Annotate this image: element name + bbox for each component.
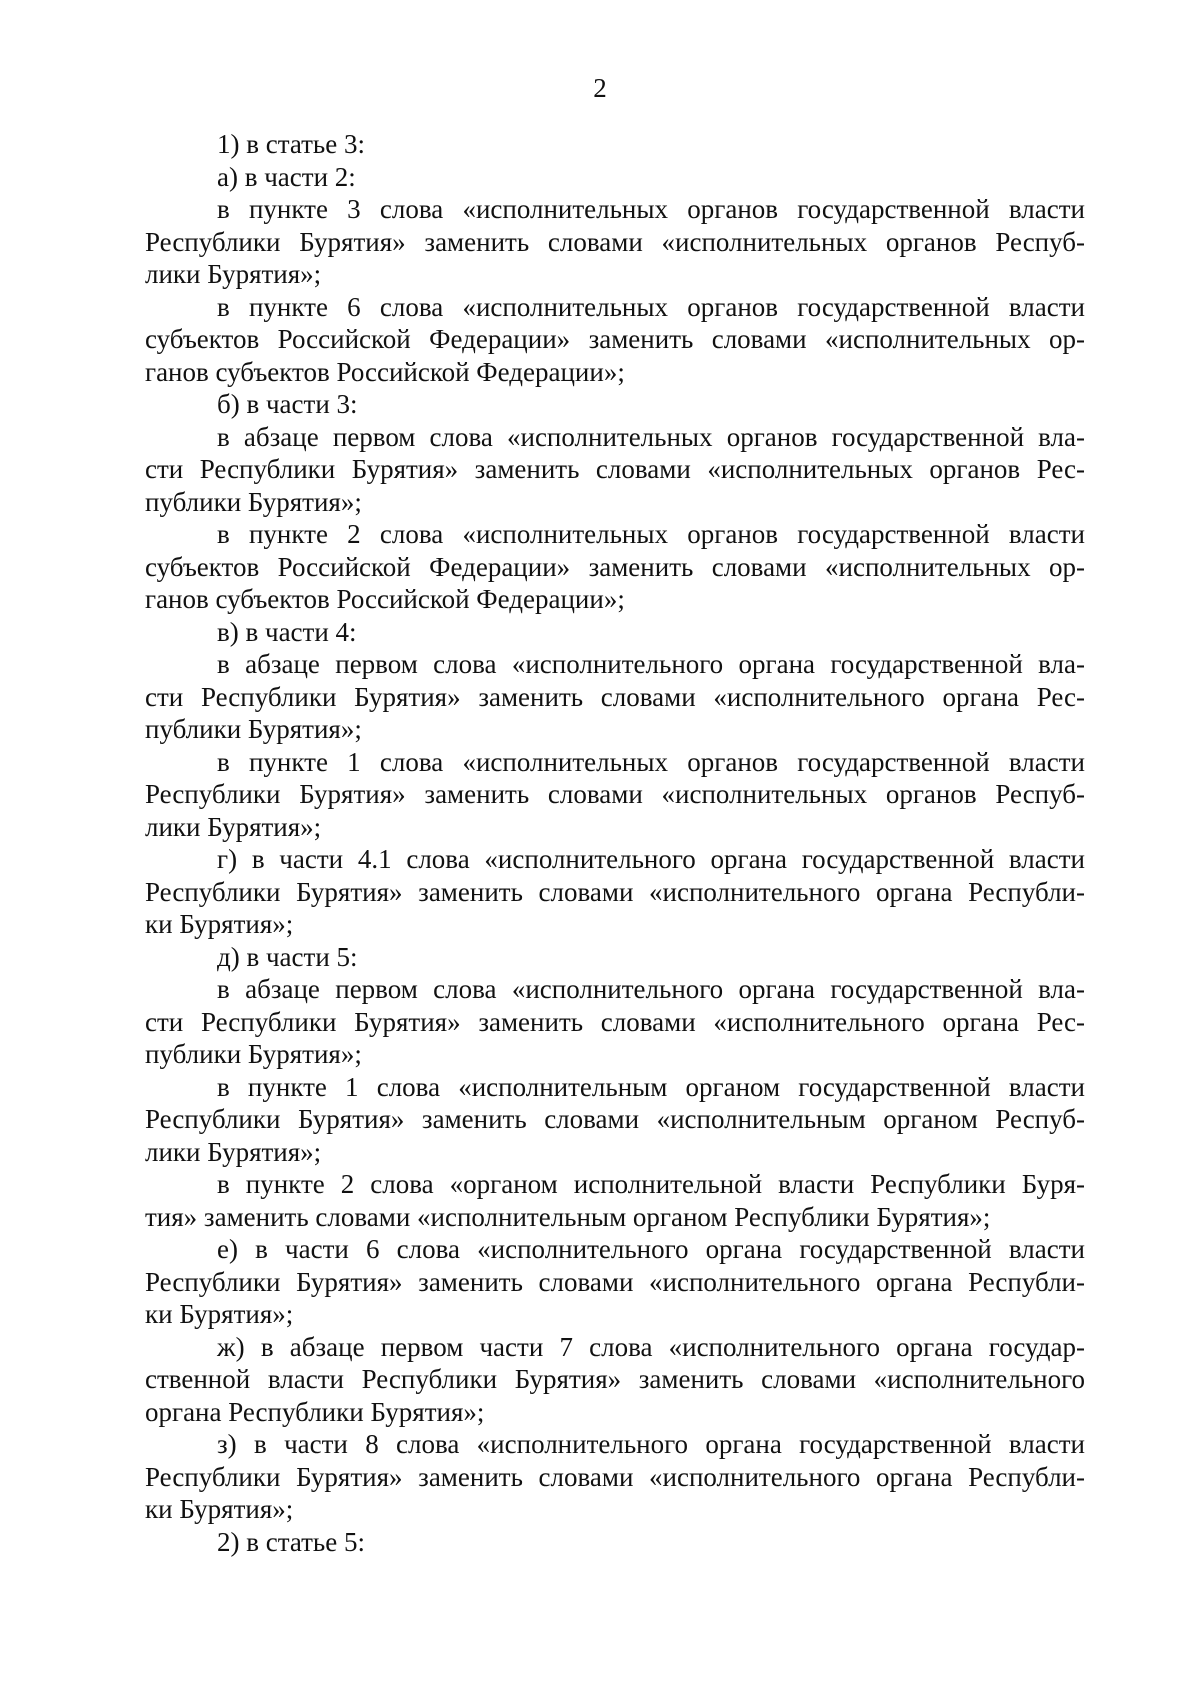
- text-line: в абзаце первом слова «исполнительного органа государственной вла-: [217, 974, 1085, 1004]
- paragraph: [145, 421, 1085, 519]
- paragraph: [145, 1071, 1085, 1169]
- text-line: ки Бурятия»;: [145, 909, 294, 939]
- paragraph: [145, 161, 1085, 194]
- paragraph: [145, 1331, 1085, 1429]
- text-line: Республики Бурятия» заменить словами «исполнительного органа Республи-: [145, 1266, 1085, 1297]
- paragraph: [145, 648, 1085, 746]
- text-line: сти Республики Бурятия» заменить словами «исполнительного органа Рес-: [145, 681, 1085, 712]
- text-line: з) в части 8 слова «исполнительного органа государственной власти: [217, 1429, 1085, 1459]
- paragraph: [145, 518, 1085, 616]
- text-line: тия» заменить словами «исполнительным органом Республики Бурятия»;: [145, 1201, 991, 1232]
- text-line: Республики Бурятия» заменить словами «исполнительного органа Республи-: [145, 1461, 1085, 1492]
- text-line: ганов субъектов Российской Федерации»;: [145, 584, 625, 614]
- text-line: 2) в статье 5:: [217, 1526, 365, 1557]
- text-line: лики Бурятия»;: [145, 259, 322, 289]
- paragraph: [145, 291, 1085, 389]
- text-line: публики Бурятия»;: [145, 714, 362, 744]
- paragraph: [145, 128, 1085, 161]
- text-line: е) в части 6 слова «исполнительного органа государственной власти: [217, 1234, 1085, 1264]
- paragraph: [145, 1526, 1085, 1559]
- text-line: ственной власти Республики Бурятия» заменить словами «исполнительного: [145, 1364, 1085, 1394]
- text-line: Республики Бурятия» заменить словами «исполнительных органов Респуб-: [145, 226, 1085, 257]
- text-line: органа Республики Бурятия»;: [145, 1396, 485, 1427]
- text-line: Республики Бурятия» заменить словами «исполнительным органом Респуб-: [145, 1104, 1085, 1134]
- paragraph: [145, 746, 1085, 844]
- text-line: лики Бурятия»;: [145, 811, 322, 842]
- text-line: Республики Бурятия» заменить словами «исполнительных органов Респуб-: [145, 779, 1085, 809]
- text-line: а) в части 2:: [217, 161, 356, 192]
- text-line: д) в части 5:: [217, 941, 358, 972]
- text-line: сти Республики Бурятия» заменить словами «исполнительного органа Рес-: [145, 1006, 1085, 1037]
- text-line: ки Бурятия»;: [145, 1299, 294, 1329]
- text-line: ж) в абзаце первом части 7 слова «исполнительного органа государ-: [217, 1331, 1085, 1362]
- text-line: 1) в статье 3:: [217, 129, 365, 159]
- text-line: субъектов Российской Федерации» заменить словами «исполнительных ор-: [145, 324, 1085, 354]
- text-line: г) в части 4.1 слова «исполнительного органа государственной власти: [217, 844, 1085, 874]
- document-body: [145, 128, 1085, 1558]
- text-line: в пункте 6 слова «исполнительных органов государственной власти: [217, 291, 1085, 322]
- paragraph: [145, 193, 1085, 291]
- text-line: Республики Бурятия» заменить словами «исполнительного органа Республи-: [145, 876, 1085, 907]
- paragraph: [145, 616, 1085, 649]
- text-line: ки Бурятия»;: [145, 1494, 294, 1524]
- paragraph: [145, 843, 1085, 941]
- text-line: б) в части 3:: [217, 389, 358, 419]
- text-line: в пункте 2 слова «исполнительных органов государственной власти: [217, 519, 1085, 549]
- paragraph: [145, 1168, 1085, 1233]
- text-line: субъектов Российской Федерации» заменить словами «исполнительных ор-: [145, 551, 1085, 582]
- text-line: в) в части 4:: [217, 616, 357, 647]
- paragraph: [145, 941, 1085, 974]
- text-line: лики Бурятия»;: [145, 1136, 322, 1167]
- text-line: сти Республики Бурятия» заменить словами «исполнительных органов Рес-: [145, 454, 1085, 484]
- text-line: в абзаце первом слова «исполнительных органов государственной вла-: [217, 421, 1085, 452]
- text-line: в пункте 1 слова «исполнительных органов государственной власти: [217, 746, 1085, 777]
- paragraph: [145, 973, 1085, 1071]
- text-line: публики Бурятия»;: [145, 1039, 362, 1069]
- page-number: 2: [593, 73, 607, 103]
- text-line: ганов субъектов Российской Федерации»;: [145, 356, 625, 387]
- text-line: в пункте 3 слова «исполнительных органов государственной власти: [217, 194, 1085, 224]
- text-line: публики Бурятия»;: [145, 486, 362, 517]
- paragraph: [145, 1233, 1085, 1331]
- text-line: в пункте 2 слова «органом исполнительной власти Республики Буря-: [217, 1169, 1085, 1199]
- text-line: в абзаце первом слова «исполнительного органа государственной вла-: [217, 649, 1085, 679]
- text-line: в пункте 1 слова «исполнительным органом государственной власти: [217, 1071, 1085, 1102]
- paragraph: [145, 388, 1085, 421]
- paragraph: [145, 1428, 1085, 1526]
